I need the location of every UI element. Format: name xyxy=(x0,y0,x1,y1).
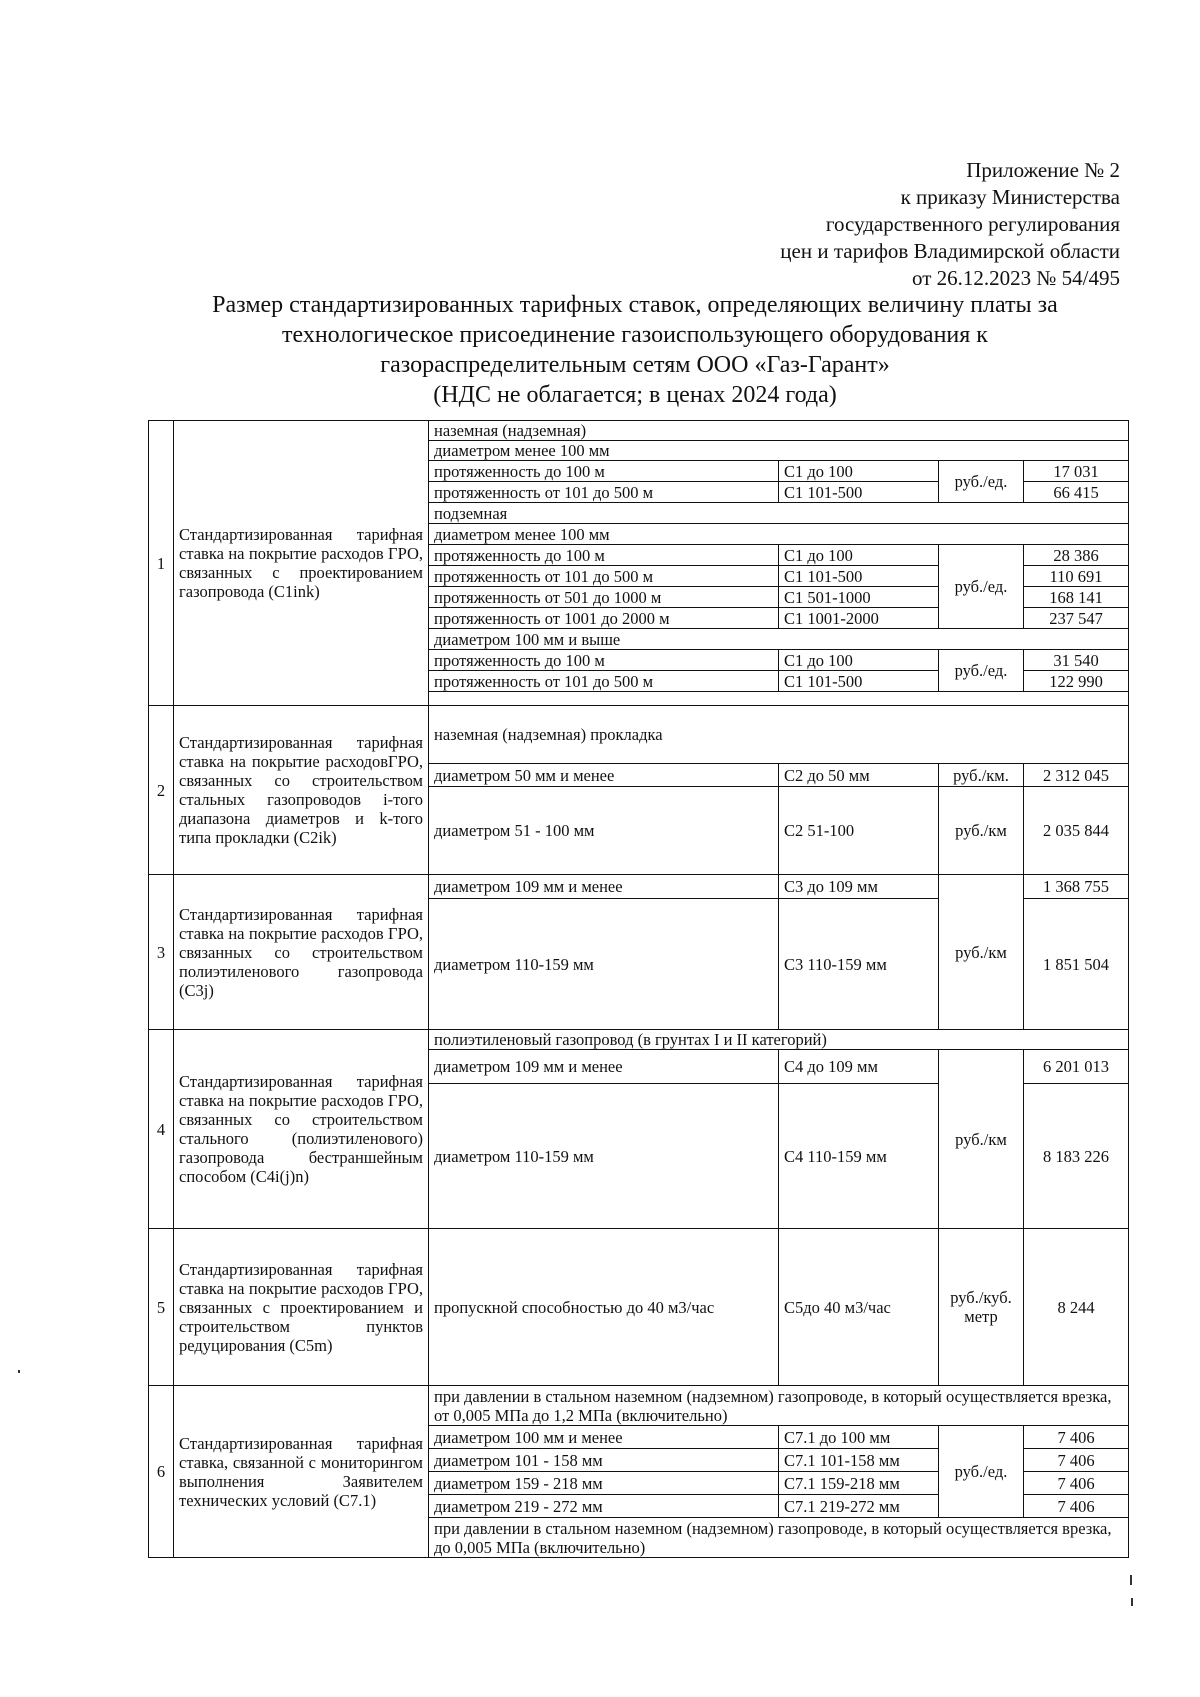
unit-label: руб./км xyxy=(939,787,1024,875)
row-number: 1 xyxy=(149,421,174,706)
item-label: диаметром 110-159 мм xyxy=(429,1084,779,1229)
rate-name: Стандартизированная тарифная ставка на покрытие расходовГРО, связанных со строительством стальных газопроводов i-того диапазона диаметров и k-того типа прокладки (C2ik) xyxy=(174,706,429,875)
section-label: наземная (надземная) xyxy=(429,421,1129,441)
title-line-3: газораспределительным сетям ООО «Газ-Гарант» xyxy=(380,352,890,378)
tariff-table xyxy=(148,420,1129,1558)
section-label: подземная xyxy=(429,503,1129,524)
document-title xyxy=(140,290,1130,410)
table-row xyxy=(149,706,1129,764)
item-code: C2 до 50 мм xyxy=(779,764,939,787)
item-label: протяженность от 501 до 1000 м xyxy=(429,587,779,608)
item-value: 1 368 755 xyxy=(1024,875,1129,899)
item-value: 66 415 xyxy=(1024,482,1129,503)
item-value: 17 031 xyxy=(1024,461,1129,482)
item-value: 7 406 xyxy=(1024,1495,1129,1518)
item-value: 2 035 844 xyxy=(1024,787,1129,875)
item-code: C1 до 100 xyxy=(779,650,939,671)
item-code: C1 1001-2000 xyxy=(779,608,939,629)
item-code: C3 110-159 мм xyxy=(779,899,939,1030)
item-value: 122 990 xyxy=(1024,671,1129,692)
order-date: от 26.12.2023 № 54/495 xyxy=(911,266,1120,290)
item-label: диаметром 110-159 мм xyxy=(429,899,779,1030)
row-number: 3 xyxy=(149,875,174,1030)
scan-speck xyxy=(18,1370,20,1373)
item-label: протяженность от 101 до 500 м xyxy=(429,671,779,692)
table-row xyxy=(149,421,1129,441)
item-code: C4 110-159 мм xyxy=(779,1084,939,1229)
section-label: при давлении в стальном наземном (надземном) газопроводе, в который осуществляется врезка, от 0,005 МПа до 1,2 МПа (включительно) xyxy=(429,1386,1129,1426)
item-code: C4 до 109 мм xyxy=(779,1050,939,1084)
item-label: протяженность от 1001 до 2000 м xyxy=(429,608,779,629)
item-label: протяженность до 100 м xyxy=(429,650,779,671)
item-label: диаметром 101 - 158 мм xyxy=(429,1449,779,1472)
item-value: 168 141 xyxy=(1024,587,1129,608)
row-number: 2 xyxy=(149,706,174,875)
title-line-4: (НДС не облагается; в ценах 2024 года) xyxy=(433,382,837,408)
item-code: C7.1 219-272 мм xyxy=(779,1495,939,1518)
title-line-1: Размер стандартизированных тарифных ставок, определяющих величину платы за xyxy=(212,292,1058,318)
table-row xyxy=(149,1229,1129,1386)
item-value: 237 547 xyxy=(1024,608,1129,629)
item-label: диаметром 50 мм и менее xyxy=(429,764,779,787)
item-code: C5до 40 м3/час xyxy=(779,1229,939,1386)
section-label: полиэтиленовый газопровод (в грунтах I и II категорий) xyxy=(429,1030,1129,1050)
rate-name: Стандартизированная тарифная ставка на покрытие расходов ГРО, связанных со строительством стального (полиэтиленового) газопровода бестраншейным способом (C4i(j)n) xyxy=(174,1030,429,1229)
item-code: C7.1 159-218 мм xyxy=(779,1472,939,1495)
item-label: диаметром 109 мм и менее xyxy=(429,875,779,899)
item-value: 7 406 xyxy=(1024,1449,1129,1472)
item-label: протяженность до 100 м xyxy=(429,545,779,566)
item-value: 7 406 xyxy=(1024,1426,1129,1449)
ministry-name-2: цен и тарифов Владимирской области xyxy=(780,239,1120,263)
order-reference: к приказу Министерства xyxy=(900,185,1120,209)
item-value: 31 540 xyxy=(1024,650,1129,671)
item-label: пропускной способностью до 40 м3/час xyxy=(429,1229,779,1386)
item-value: 8 244 xyxy=(1024,1229,1129,1386)
appendix-number: Приложение № 2 xyxy=(966,158,1120,182)
item-label: диаметром 109 мм и менее xyxy=(429,1050,779,1084)
item-label: диаметром 100 мм и менее xyxy=(429,1426,779,1449)
rate-name: Стандартизированная тарифная ставка на покрытие расходов ГРО, связанных с проектированием газопровода (C1ink) xyxy=(174,421,429,706)
section-label: при давлении в стальном наземном (надземном) газопроводе, в который осуществляется врезка, до 0,005 МПа (включительно) xyxy=(429,1518,1129,1558)
item-value: 1 851 504 xyxy=(1024,899,1129,1030)
item-code: C1 101-500 xyxy=(779,566,939,587)
unit-label: руб./куб. метр xyxy=(939,1229,1024,1386)
item-value: 8 183 226 xyxy=(1024,1084,1129,1229)
item-label: диаметром 159 - 218 мм xyxy=(429,1472,779,1495)
table-row xyxy=(149,875,1129,899)
unit-label: руб./км xyxy=(939,875,1024,1030)
item-code: C2 51-100 xyxy=(779,787,939,875)
item-value: 7 406 xyxy=(1024,1472,1129,1495)
rate-name: Стандартизированная тарифная ставка, связанной с мониторингом выполнения Заявителем технических условий (C7.1) xyxy=(174,1386,429,1558)
title-line-2: технологическое присоединение газоиспользующего оборудования к xyxy=(282,322,988,348)
rate-name: Стандартизированная тарифная ставка на покрытие расходов ГРО, связанных со строительством полиэтиленового газопровода (C3j) xyxy=(174,875,429,1030)
item-code: C3 до 109 мм xyxy=(779,875,939,899)
spacer-cell xyxy=(429,692,1129,706)
table-row xyxy=(149,1030,1129,1050)
subsection-label: диаметром менее 100 мм xyxy=(429,441,1129,461)
unit-label: руб./ед. xyxy=(939,1426,1024,1518)
section-label: наземная (надземная) прокладка xyxy=(429,706,1129,764)
item-value: 110 691 xyxy=(1024,566,1129,587)
unit-label: руб./км. xyxy=(939,764,1024,787)
unit-label: руб./км xyxy=(939,1050,1024,1229)
item-label: протяженность от 101 до 500 м xyxy=(429,482,779,503)
item-label: протяженность до 100 м xyxy=(429,461,779,482)
item-value: 28 386 xyxy=(1024,545,1129,566)
item-label: диаметром 51 - 100 мм xyxy=(429,787,779,875)
rate-name: Стандартизированная тарифная ставка на покрытие расходов ГРО, связанных с проектированием и строительством пунктов редуцирования (C5m) xyxy=(174,1229,429,1386)
item-code: C1 101-500 xyxy=(779,482,939,503)
unit-label: руб./ед. xyxy=(939,650,1024,692)
table-row xyxy=(149,1386,1129,1426)
ministry-name-1: государственного регулирования xyxy=(825,212,1120,236)
item-value: 6 201 013 xyxy=(1024,1050,1129,1084)
subsection-label: диаметром 100 мм и выше xyxy=(429,629,1129,650)
row-number: 4 xyxy=(149,1030,174,1229)
item-code: C7.1 до 100 мм xyxy=(779,1426,939,1449)
document-header xyxy=(780,157,1120,292)
item-code: C1 501-1000 xyxy=(779,587,939,608)
item-code: C1 до 100 xyxy=(779,545,939,566)
subsection-label: диаметром менее 100 мм xyxy=(429,524,1129,545)
item-code: C1 101-500 xyxy=(779,671,939,692)
unit-label: руб./ед. xyxy=(939,545,1024,629)
item-label: диаметром 219 - 272 мм xyxy=(429,1495,779,1518)
item-label: протяженность от 101 до 500 м xyxy=(429,566,779,587)
item-code: C1 до 100 xyxy=(779,461,939,482)
unit-label: руб./ед. xyxy=(939,461,1024,503)
row-number: 5 xyxy=(149,1229,174,1386)
scan-speck xyxy=(1130,1575,1132,1585)
scan-speck xyxy=(1131,1598,1133,1606)
item-code: C7.1 101-158 мм xyxy=(779,1449,939,1472)
row-number: 6 xyxy=(149,1386,174,1558)
item-value: 2 312 045 xyxy=(1024,764,1129,787)
